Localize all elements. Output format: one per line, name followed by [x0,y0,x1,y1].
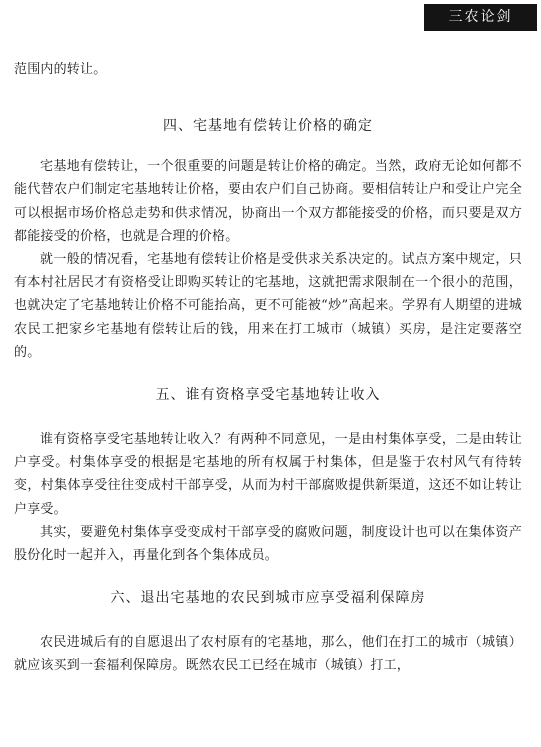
section-heading-6: 六、退出宅基地的农民到城市应享受福利保障房 [110,590,426,607]
paragraph: 就一般的情况看，宅基地有偿转让价格是受供求关系决定的。试点方案中规定，只有本村社居民才有资格受让即购买转让的宅基地，这就把需求限制在一个很小的范围，也就决定了宅基地转让价格不可能抬高，更不可能被“炒”高起来。学界有人期望的进城农民工把家乡宅基地有偿转让后的钱，用来在打工城市（城镇）买房，是注定要落空的。 [14,252,522,360]
continued-paragraph: 范围内的转让。 [14,62,107,77]
column-tag: 三农论剑 [424,4,537,31]
paragraph: 农民进城后有的自愿退出了农村原有的宅基地，那么，他们在打工的城市（城镇）就应该买到一套福利保障房。既然农民工已经在城市（城镇）打工， [14,635,522,674]
section-heading-5: 五、谁有资格享受宅基地转让收入 [155,387,381,404]
paragraph: 其实，要避免村集体享受变成村干部享受的腐败问题，制度设计也可以在集体资产股份化时一起并入，再量化到各个集体成员。 [14,524,522,564]
section-heading-4: 四、宅基地有偿转让价格的确定 [163,118,373,135]
paragraph: 宅基地有偿转让，一个很重要的问题是转让价格的确定。当然，政府无论如何都不能代替农户们制定宅基地转让价格，要由农户们自己协商。要相信转让户和受让户完全可以根据市场价格总走势和供求情况，协商出一个双方都能接受的价格，而只要是双方都能接受的价格，也就是合理的价格。 [14,159,522,244]
paragraph: 谁有资格享受宅基地转让收入？有两种不同意见，一是由村集体享受，二是由转让户享受。村集体享受的根据是宅基地的所有权属于村集体，但是鉴于农村风气有待转变，村集体享受往往变成村干部享受，从而为村干部腐败提供新渠道，这还不如让转让户享受。 [14,432,522,517]
article-body [14,58,522,678]
